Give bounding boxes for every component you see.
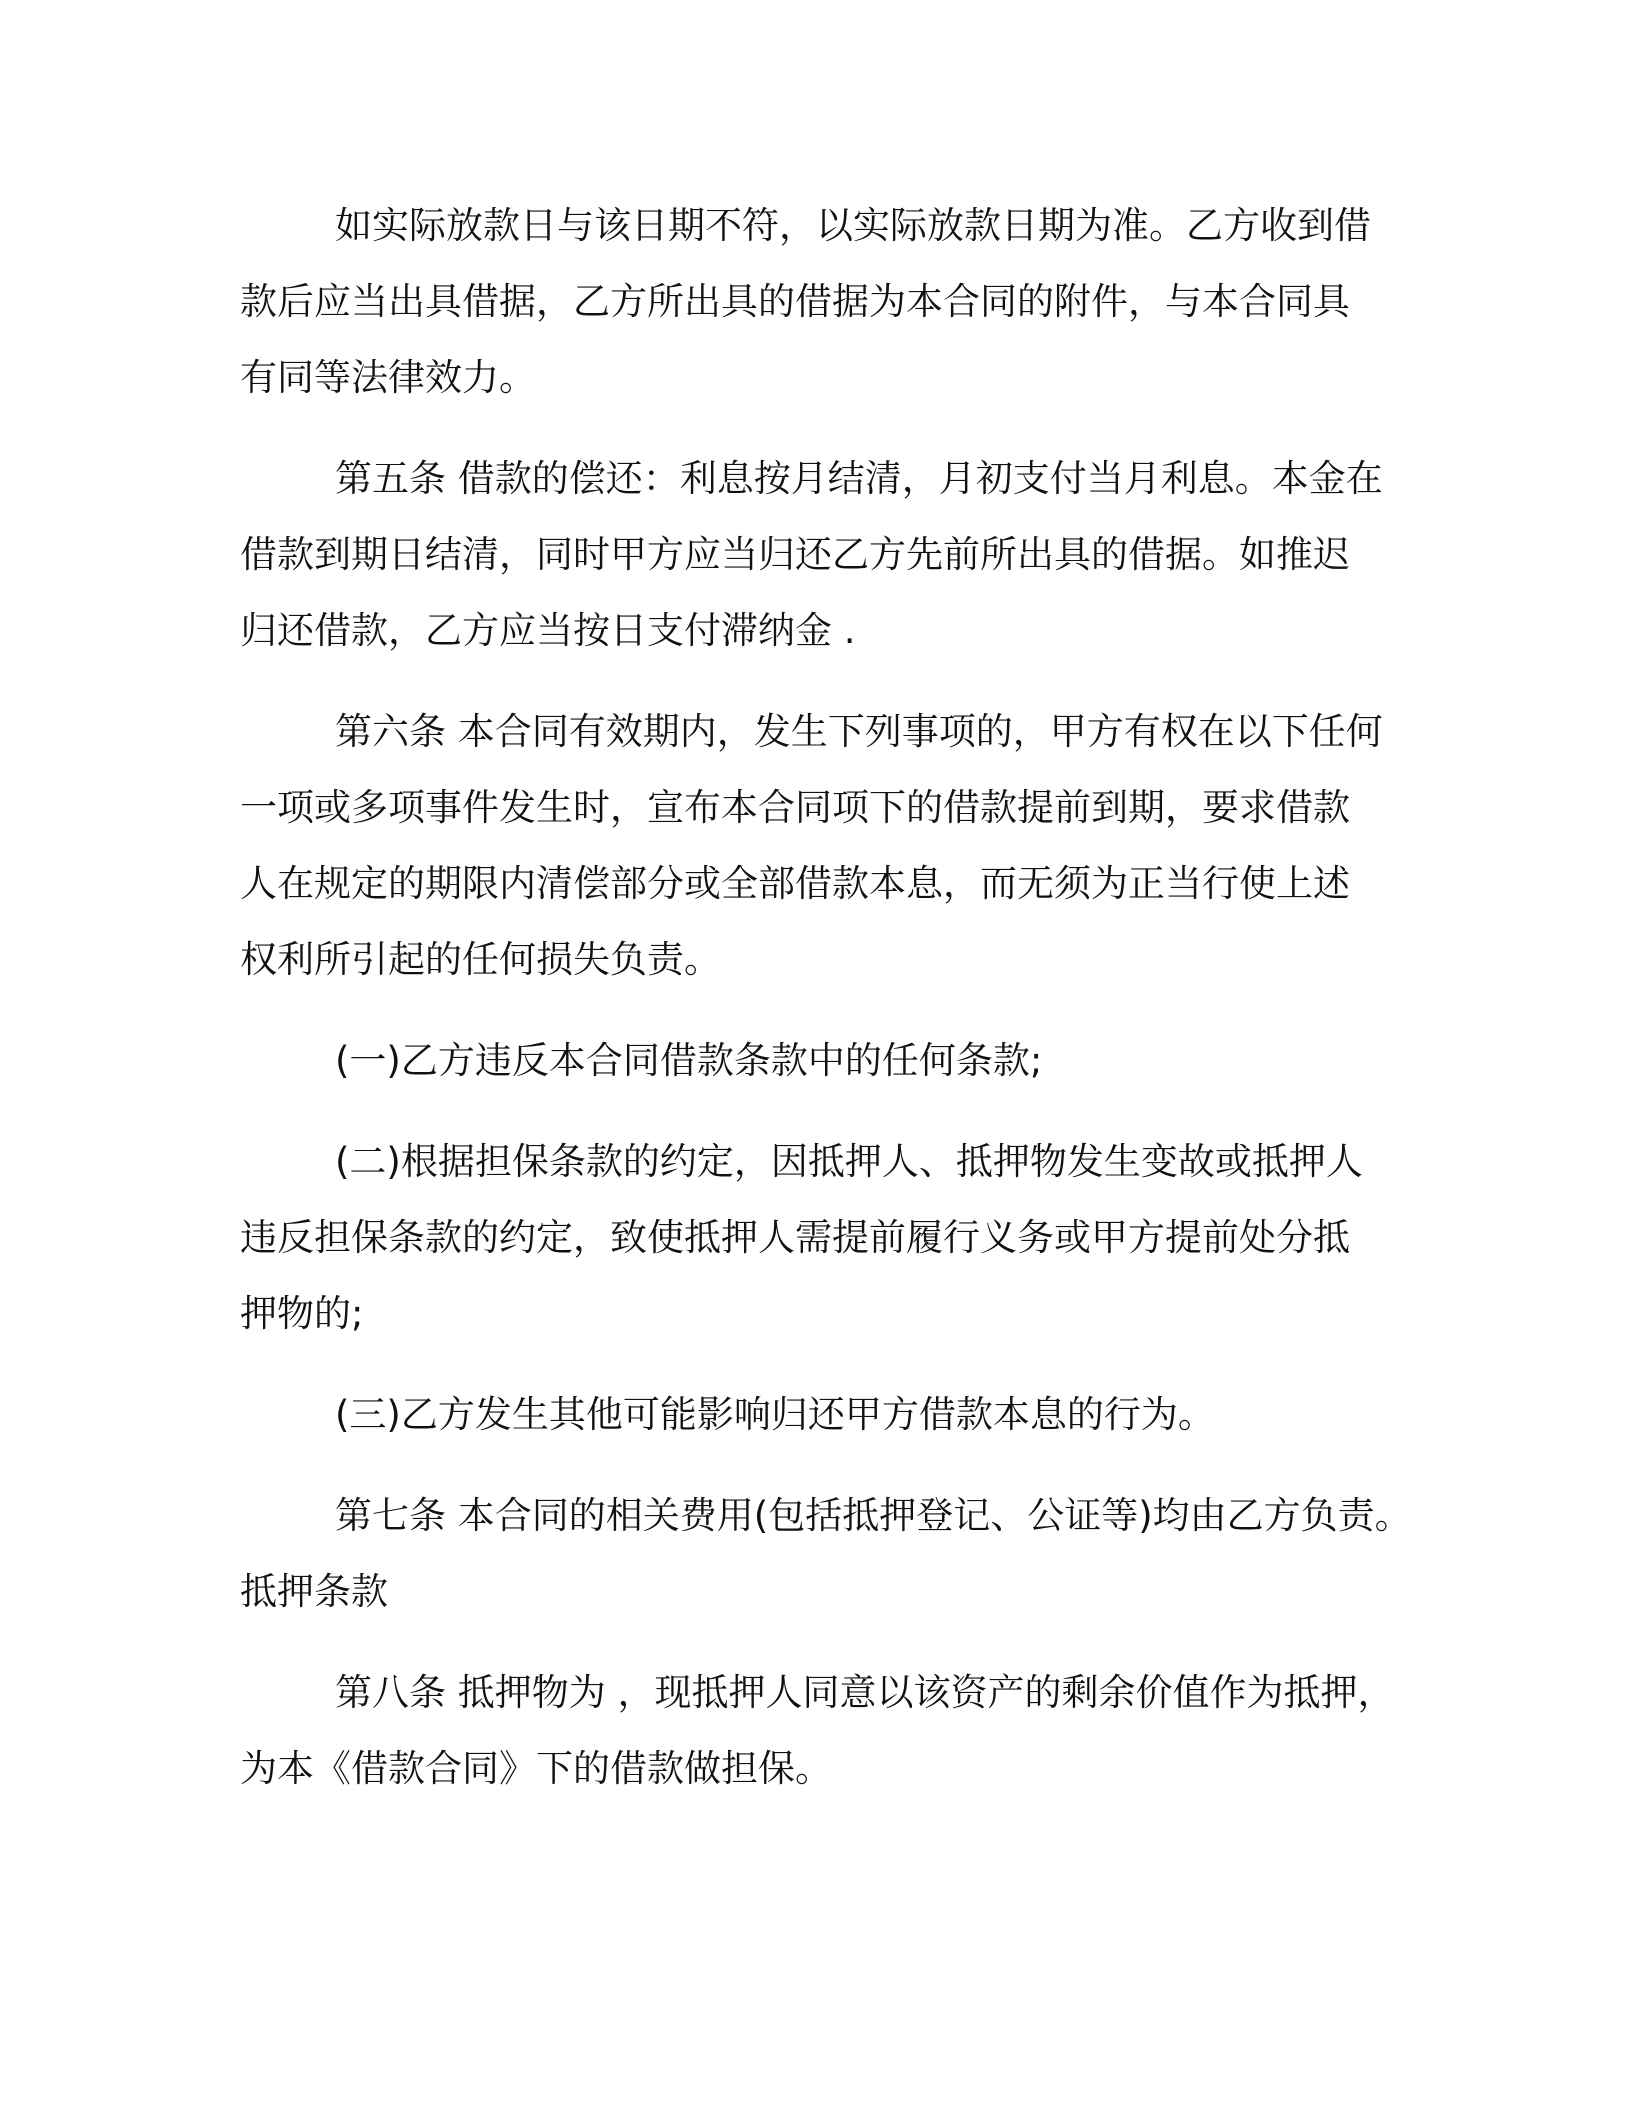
text-line: 第六条 本合同有效期内，发生下列事项的，甲方有权在以下任何 xyxy=(335,710,1383,753)
document-body xyxy=(240,188,1412,1832)
paragraph-item-2 xyxy=(240,1124,1390,1352)
text-line: (二)根据担保条款的约定，因抵押人、抵押物发生变故或抵押人 xyxy=(335,1140,1363,1183)
text-line: 人在规定的期限内清偿部分或全部借款本息，而无须为正当行使上述 xyxy=(240,862,1350,905)
text-line: 第七条 本合同的相关费用(包括抵押登记、公证等)均由乙方负责。 xyxy=(335,1494,1412,1537)
paragraph-article-5 xyxy=(240,441,1390,669)
text-line: 违反担保条款的约定，致使抵押人需提前履行义务或甲方提前处分抵 xyxy=(240,1216,1350,1259)
paragraph-item-1 xyxy=(240,1023,1390,1099)
text-line: 押物的; xyxy=(240,1292,364,1335)
text-line: 为本《借款合同》下的借款做担保。 xyxy=(240,1747,832,1790)
paragraph-disbursement-date xyxy=(240,188,1390,416)
text-line: (一)乙方违反本合同借款条款中的任何条款; xyxy=(335,1039,1043,1082)
paragraph-article-7 xyxy=(240,1478,1412,1630)
paragraph-article-8 xyxy=(240,1655,1395,1807)
text-line: 款后应当出具借据，乙方所出具的借据为本合同的附件，与本合同具 xyxy=(240,280,1350,323)
text-line: 权利所引起的任何损失负责。 xyxy=(240,938,721,981)
text-line: 有同等法律效力。 xyxy=(240,356,536,399)
text-line: 第五条 借款的偿还：利息按月结清，月初支付当月利息。本金在 xyxy=(335,457,1383,500)
text-line: 第八条 抵押物为 ，现抵押人同意以该资产的剩余价值作为抵押， xyxy=(335,1671,1395,1714)
text-line: 一项或多项事件发生时，宣布本合同项下的借款提前到期，要求借款 xyxy=(240,786,1350,829)
text-line: 借款到期日结清，同时甲方应当归还乙方先前所出具的借据。如推迟 xyxy=(240,533,1350,576)
section-heading-mortgage-terms: 抵押条款 xyxy=(240,1570,388,1613)
text-line: (三)乙方发生其他可能影响归还甲方借款本息的行为。 xyxy=(335,1393,1215,1436)
paragraph-article-6 xyxy=(240,694,1390,998)
text-line: 归还借款，乙方应当按日支付滞纳金 . xyxy=(240,609,856,652)
paragraph-item-3 xyxy=(240,1377,1390,1453)
text-line: 如实际放款日与该日期不符，以实际放款日期为准。乙方收到借 xyxy=(335,204,1371,247)
